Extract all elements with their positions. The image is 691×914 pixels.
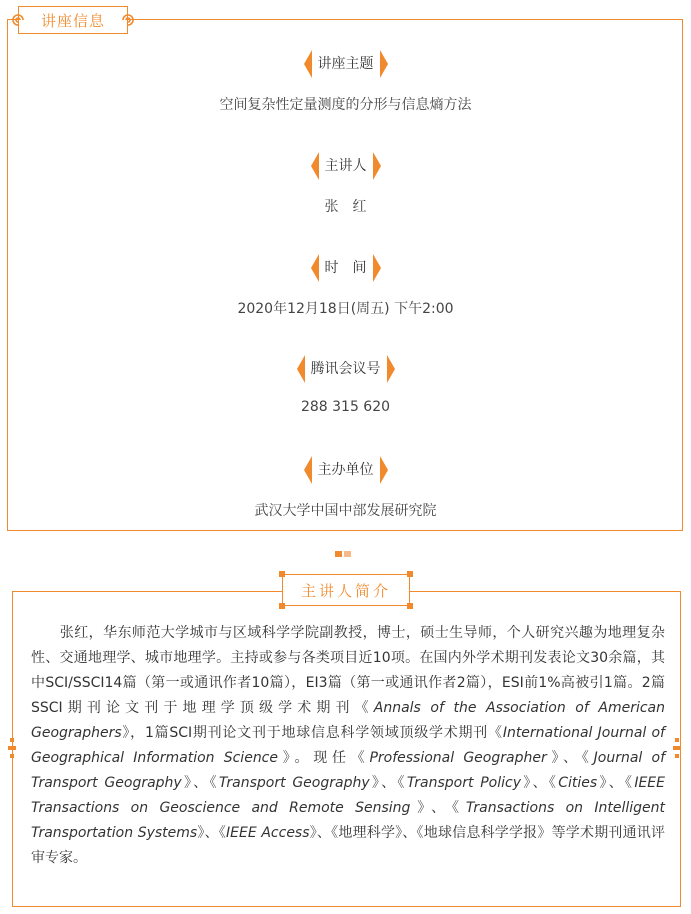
- organizer-value: 武汉大学中国中部发展研究院: [254, 503, 437, 519]
- journal-title: Journal of Transport Geography: [31, 750, 666, 791]
- speaker-value: 张 红: [324, 199, 367, 215]
- bio-text: 》，1篇SCI期刊论文刊于地球信息科学领域顶级学术期刊《: [121, 725, 503, 741]
- journal-title: IEEE Access: [226, 825, 310, 841]
- bio-text: 》、《: [181, 775, 219, 791]
- left-arrow-icon: [304, 50, 312, 78]
- journal-title: Transport Policy: [406, 775, 521, 791]
- left-arrow-icon: [304, 456, 312, 484]
- meeting-id-value: 288 315 620: [300, 399, 391, 415]
- speaker-bio-text: [31, 621, 665, 871]
- speaker-bio-heading-tag: [282, 574, 410, 606]
- label-banner: [311, 152, 381, 180]
- journal-title: International Journal of Geographical Information Science: [31, 725, 665, 766]
- right-arrow-icon: [373, 254, 381, 282]
- right-side-marker-icon: [673, 738, 681, 758]
- bio-text: 》、《: [410, 800, 466, 816]
- left-arrow-icon: [311, 254, 319, 282]
- journal-title: Annals of the Association of American Geographers: [31, 700, 665, 741]
- label-banner: [311, 254, 381, 282]
- journal-title: Cities: [558, 775, 598, 791]
- bio-text: 》、《: [369, 775, 407, 791]
- corner-square: [407, 571, 413, 577]
- info-item-topic: [0, 50, 691, 114]
- bio-text: 》、《地理科学》、《地球信息科学学报》等学术期刊通讯评审专家。: [31, 825, 666, 866]
- journal-title: Transactions on Intelligent Transportation Systems: [31, 800, 665, 841]
- left-swirl-icon: [9, 11, 27, 29]
- info-item-meeting-id: [0, 355, 691, 415]
- corner-square: [279, 603, 285, 609]
- speaker-bio-heading: 主讲人简介: [300, 581, 391, 600]
- corner-square: [279, 571, 285, 577]
- bio-text: 》、《: [597, 775, 635, 791]
- info-item-time: [0, 254, 691, 318]
- speaker-label: 主讲人: [324, 158, 367, 174]
- label-banner: [297, 355, 395, 383]
- topic-value: 空间复杂性定量测度的分形与信息熵方法: [219, 97, 472, 113]
- label-banner: [304, 50, 388, 78]
- journal-title: IEEE Transactions on Geoscience and Remote Sensing: [31, 775, 665, 816]
- organizer-label: 主办单位: [317, 462, 374, 478]
- bio-text: 》。现任《: [278, 750, 370, 766]
- right-arrow-icon: [373, 152, 381, 180]
- left-arrow-icon: [297, 355, 305, 383]
- time-label: 时 间: [324, 260, 367, 276]
- section-divider: [335, 551, 351, 557]
- bio-text: 张红，华东师范大学城市与区域科学学院副教授，博士，硕士生导师，个人研究兴趣为地理复杂性、交通地理学、城市地理学。主持或参与各类项目近10项。在国内外学术期刊发表论文30余篇，其中SCI/SSCI14篇（第一或通讯作者10篇），EI3篇（第一或通讯作者2篇），ESI前1%高被引1篇。2篇SSCI期刊论文刊于地理学顶级学术期刊《: [31, 625, 665, 716]
- divider-dot: [335, 551, 342, 557]
- info-item-speaker: [0, 152, 691, 216]
- info-item-organizer: [0, 456, 691, 520]
- right-arrow-icon: [380, 50, 388, 78]
- journal-title: Transport Geography: [218, 775, 370, 791]
- bio-text: 》、《: [197, 825, 227, 841]
- label-banner: [304, 456, 388, 484]
- right-swirl-icon: [119, 11, 137, 29]
- bio-text: 》、《: [546, 750, 594, 766]
- divider-dot: [344, 551, 351, 557]
- right-arrow-icon: [387, 355, 395, 383]
- corner-square: [407, 603, 413, 609]
- time-value: 2020年12月18日(周五) 下午2:00: [237, 301, 454, 317]
- meeting-id-label: 腾讯会议号: [310, 361, 381, 377]
- journal-title: Professional Geographer: [369, 750, 547, 766]
- lecture-info-heading: 讲座信息: [41, 11, 106, 30]
- bio-text: 》、《: [521, 775, 559, 791]
- left-side-marker-icon: [8, 738, 16, 758]
- topic-label: 讲座主题: [317, 56, 374, 72]
- lecture-info-heading-tag: [18, 6, 128, 34]
- left-arrow-icon: [311, 152, 319, 180]
- right-arrow-icon: [380, 456, 388, 484]
